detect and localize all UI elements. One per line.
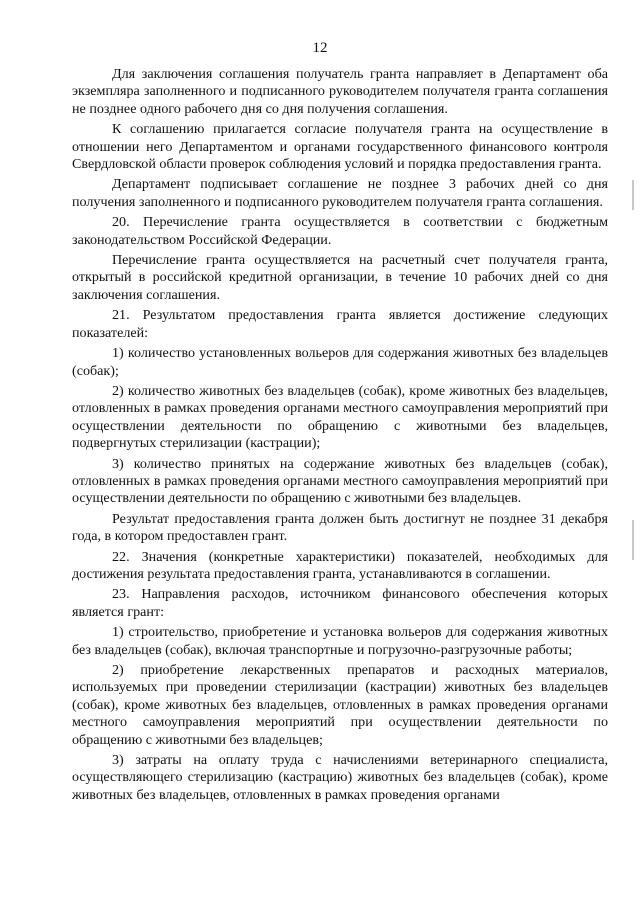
- list-item-21-2: 2) количество животных без владельцев (собак), кроме животных без владельцев, отловленных в рамках проведения органами местного самоуправления мероприятий при осуществлении деятельности по обращению с животными без владельцев, подвергнутых стерилизации (кастрации);: [72, 382, 608, 452]
- paragraph-agreement-submission: Для заключения соглашения получатель гранта направляет в Департамент оба экземпляра заполненного и подписанного руководителем получателя гранта соглашения не позднее одного рабочего дня со дня получения соглашения.: [72, 66, 608, 117]
- list-item-23-1: 1) строительство, приобретение и установка вольеров для содержания животных без владельцев (собак), включая транспортные и погрузочно-разгрузочные работы;: [72, 624, 608, 658]
- paragraph-item-22: 22. Значения (конкретные характеристики) показателей, необходимых для достижения результата предоставления гранта, устанавливаются в соглашении.: [72, 548, 608, 582]
- list-item-21-3: 3) количество принятых на содержание животных без владельцев (собак), отловленных в рамках проведения органами местного самоуправления мероприятий при осуществлении деятельности по обращению с животными без владельцев.: [72, 455, 608, 507]
- scan-edge-mark: [632, 520, 634, 560]
- paragraph-item-20: 20. Перечисление гранта осуществляется в соответствии с бюджетным законодательством Российской Федерации.: [72, 214, 608, 248]
- paragraph-result-deadline: Результат предоставления гранта должен быть достигнут не позднее 31 декабря года, в котором предоставлен грант.: [72, 510, 608, 545]
- paragraph-item-23: 23. Направления расходов, источником финансового обеспечения которых является грант:: [72, 586, 608, 620]
- document-body: [72, 66, 608, 807]
- paragraph-consent-to-inspections: К соглашению прилагается согласие получателя гранта на осуществление в отношении него Департаментом и органами государственного финансового контроля Свердловской области проверок соблюдения условий и порядка предоставления гранта.: [72, 121, 608, 173]
- page-number: 12: [312, 40, 328, 56]
- scan-edge-mark: [632, 180, 634, 210]
- list-item-21-1: 1) количество установленных вольеров для содержания животных без владельцев (собак);: [72, 345, 608, 379]
- paragraph-grant-transfer-account: Перечисление гранта осуществляется на расчетный счет получателя гранта, открытый в российской кредитной организации, в течение 10 рабочих дней со дня заключения соглашения.: [72, 252, 608, 303]
- list-item-23-2: 2) приобретение лекарственных препаратов и расходных материалов, используемых при проведении стерилизации (кастрации) животных без владельцев (собак), кроме животных без владельцев, отловленных в рамках проведения органами местного самоуправления мероприятий при осуществлении деятельности по обращению с животными без владельцев;: [72, 662, 608, 748]
- paragraph-department-signing: Департамент подписывает соглашение не позднее 3 рабочих дней со дня получения заполненного и подписанного руководителем получателя гранта соглашения.: [72, 176, 608, 210]
- paragraph-item-21: 21. Результатом предоставления гранта является достижение следующих показателей:: [72, 307, 608, 341]
- list-item-23-3: 3) затраты на оплату труда с начислениями ветеринарного специалиста, осуществляющего стерилизацию (кастрацию) животных без владельцев (собак), кроме животных без владельцев, отловленных в рамках проведения органами: [72, 752, 608, 803]
